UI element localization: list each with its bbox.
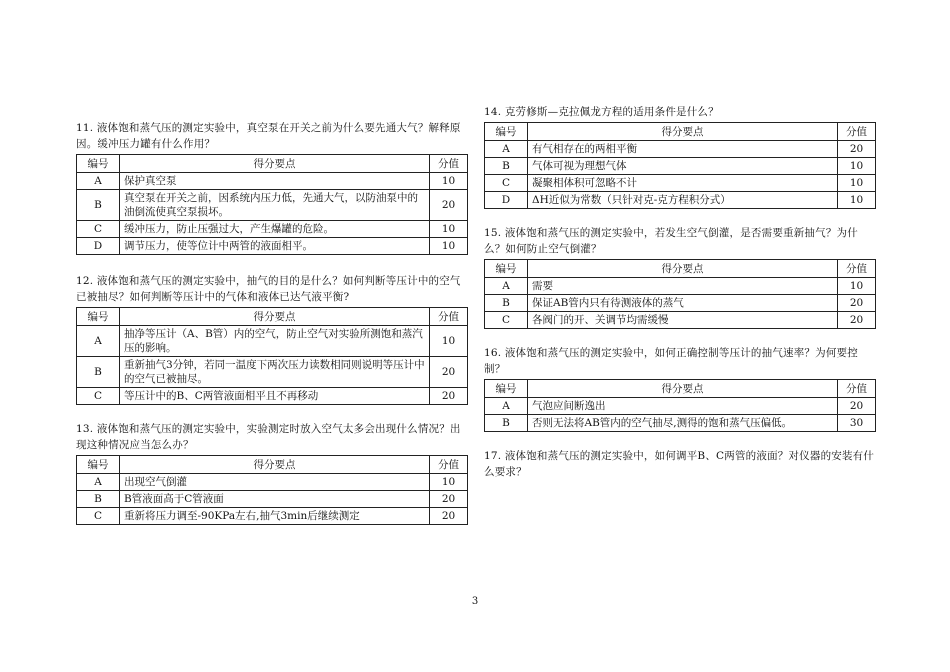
header-score: 分值 xyxy=(838,380,876,398)
row-score: 20 xyxy=(430,190,468,221)
header-score: 分值 xyxy=(838,260,876,278)
row-point: 调节压力，使等位计中两管的液面相平。 xyxy=(120,238,430,255)
row-score: 20 xyxy=(430,388,468,405)
table-row xyxy=(485,192,876,209)
row-code: B xyxy=(77,190,120,221)
row-point: 出现空气倒灌 xyxy=(120,474,430,491)
row-point: 气泡应间断逸出 xyxy=(528,398,838,415)
table-row xyxy=(485,312,876,329)
score-table-11 xyxy=(76,154,468,255)
table-row xyxy=(77,491,468,508)
table-row xyxy=(77,474,468,491)
table-row xyxy=(485,141,876,158)
row-score: 20 xyxy=(838,312,876,329)
table-row xyxy=(77,326,468,357)
header-point: 得分要点 xyxy=(528,123,838,141)
table-row xyxy=(77,388,468,405)
row-score: 10 xyxy=(430,173,468,190)
score-table-15 xyxy=(484,259,876,329)
row-code: B xyxy=(77,357,120,388)
row-point: ΔH近似为常数（只针对克-克方程积分式） xyxy=(528,192,838,209)
question-12-text: 12. 液体饱和蒸气压的测定实验中，抽气的目的是什么？如何判断等压计中的空气已被抽尽？如何判断等压计中的气体和液体已达气液平衡? xyxy=(76,275,461,303)
question-15-text: 15. 液体饱和蒸气压的测定实验中，若发生空气倒灌，是否需要重新抽气？为什么？如何防止空气倒灌？ xyxy=(484,227,858,255)
header-score: 分值 xyxy=(430,456,468,474)
row-score: 20 xyxy=(430,357,468,388)
row-point: 凝聚相体积可忽略不计 xyxy=(528,175,838,192)
row-code: B xyxy=(485,295,528,312)
row-score: 10 xyxy=(838,175,876,192)
row-point: 重新抽气3分钟，若同一温度下两次压力读数相同则说明等压计中的空气已被抽尽。 xyxy=(120,357,430,388)
header-code: 编号 xyxy=(77,456,120,474)
row-score: 20 xyxy=(838,295,876,312)
table-row xyxy=(77,190,468,221)
table-row xyxy=(485,175,876,192)
table-row xyxy=(485,158,876,175)
question-11-text: 11. 液体饱和蒸气压的测定实验中，真空泵在开关之前为什么要先通大气？解释原因。缓冲压力罐有什么作用？ xyxy=(76,122,461,150)
row-score: 10 xyxy=(430,326,468,357)
row-code: C xyxy=(77,388,120,405)
question-12 xyxy=(76,273,468,405)
table-row xyxy=(77,508,468,525)
table-row xyxy=(77,238,468,255)
question-16-text: 16. 液体饱和蒸气压的测定实验中，如何正确控制等压计的抽气速率？为何要控制？ xyxy=(484,347,858,375)
row-point: 真空泵在开关之前，因系统内压力低，先通大气，以防油泵中的油倒流使真空泵损坏。 xyxy=(120,190,430,221)
left-column xyxy=(76,120,468,525)
row-score: 10 xyxy=(430,221,468,238)
row-score: 20 xyxy=(430,491,468,508)
score-table-12 xyxy=(76,307,468,405)
row-point: 需要 xyxy=(528,278,838,295)
row-score: 20 xyxy=(838,398,876,415)
row-point: 保证AB管内只有待测液体的蒸气 xyxy=(528,295,838,312)
header-code: 编号 xyxy=(485,380,528,398)
row-score: 10 xyxy=(838,192,876,209)
header-score: 分值 xyxy=(430,308,468,326)
row-code: A xyxy=(77,173,120,190)
header-point: 得分要点 xyxy=(528,380,838,398)
row-score: 30 xyxy=(838,415,876,432)
score-table-13 xyxy=(76,455,468,525)
row-point: 有气相存在的两相平衡 xyxy=(528,141,838,158)
row-code: C xyxy=(485,312,528,329)
row-score: 10 xyxy=(430,238,468,255)
table-row xyxy=(485,398,876,415)
row-code: A xyxy=(77,326,120,357)
score-table-16 xyxy=(484,379,876,432)
header-score: 分值 xyxy=(430,155,468,173)
table-row xyxy=(485,278,876,295)
header-code: 编号 xyxy=(485,260,528,278)
score-table-14 xyxy=(484,122,876,209)
question-17-text: 17. 液体饱和蒸气压的测定实验中，如何调平B、C两管的液面？对仪器的安装有什么要求？ xyxy=(484,450,875,478)
question-14 xyxy=(484,104,876,209)
row-code: A xyxy=(77,474,120,491)
table-row xyxy=(485,415,876,432)
table-row xyxy=(77,357,468,388)
header-code: 编号 xyxy=(77,155,120,173)
row-point: 保护真空泵 xyxy=(120,173,430,190)
row-code: A xyxy=(485,398,528,415)
row-code: D xyxy=(77,238,120,255)
question-15 xyxy=(484,225,876,329)
row-point: 否则无法将AB管内的空气抽尽,测得的饱和蒸气压偏低。 xyxy=(528,415,838,432)
row-score: 10 xyxy=(838,158,876,175)
row-code: B xyxy=(485,158,528,175)
table-row xyxy=(77,173,468,190)
question-16 xyxy=(484,345,876,432)
header-code: 编号 xyxy=(77,308,120,326)
row-point: 气体可视为理想气体 xyxy=(528,158,838,175)
table-row xyxy=(77,221,468,238)
row-point: B管液面高于C管液面 xyxy=(120,491,430,508)
row-code: C xyxy=(485,175,528,192)
row-point: 缓冲压力，防止压强过大，产生爆罐的危险。 xyxy=(120,221,430,238)
right-column xyxy=(484,104,876,482)
header-code: 编号 xyxy=(485,123,528,141)
row-code: A xyxy=(485,141,528,158)
page-number: 3 xyxy=(471,596,479,607)
row-code: B xyxy=(77,491,120,508)
row-code: C xyxy=(77,508,120,525)
table-row xyxy=(485,295,876,312)
row-score: 20 xyxy=(838,141,876,158)
row-code: B xyxy=(485,415,528,432)
header-point: 得分要点 xyxy=(120,456,430,474)
row-score: 10 xyxy=(838,278,876,295)
header-point: 得分要点 xyxy=(120,155,430,173)
header-score: 分值 xyxy=(838,123,876,141)
question-13 xyxy=(76,421,468,525)
row-point: 抽净等压计（A、B管）内的空气，防止空气对实验所测饱和蒸汽压的影响。 xyxy=(120,326,430,357)
row-score: 20 xyxy=(430,508,468,525)
row-code: C xyxy=(77,221,120,238)
question-17 xyxy=(484,448,876,480)
row-code: D xyxy=(485,192,528,209)
question-14-text: 14. 克劳修斯—克拉佩龙方程的适用条件是什么？ xyxy=(484,106,719,118)
header-point: 得分要点 xyxy=(528,260,838,278)
row-point: 等压计中的B、C两管液面相平且不再移动 xyxy=(120,388,430,405)
question-13-text: 13. 液体饱和蒸气压的测定实验中，实验测定时放入空气太多会出现什么情况？出现这种情况应当怎么办？ xyxy=(76,423,461,451)
question-11 xyxy=(76,120,468,255)
row-point: 各阀门的开、关调节均需缓慢 xyxy=(528,312,838,329)
row-code: A xyxy=(485,278,528,295)
row-point: 重新将压力调至-90KPa左右,抽气3min后继续测定 xyxy=(120,508,430,525)
header-point: 得分要点 xyxy=(120,308,430,326)
row-score: 10 xyxy=(430,474,468,491)
